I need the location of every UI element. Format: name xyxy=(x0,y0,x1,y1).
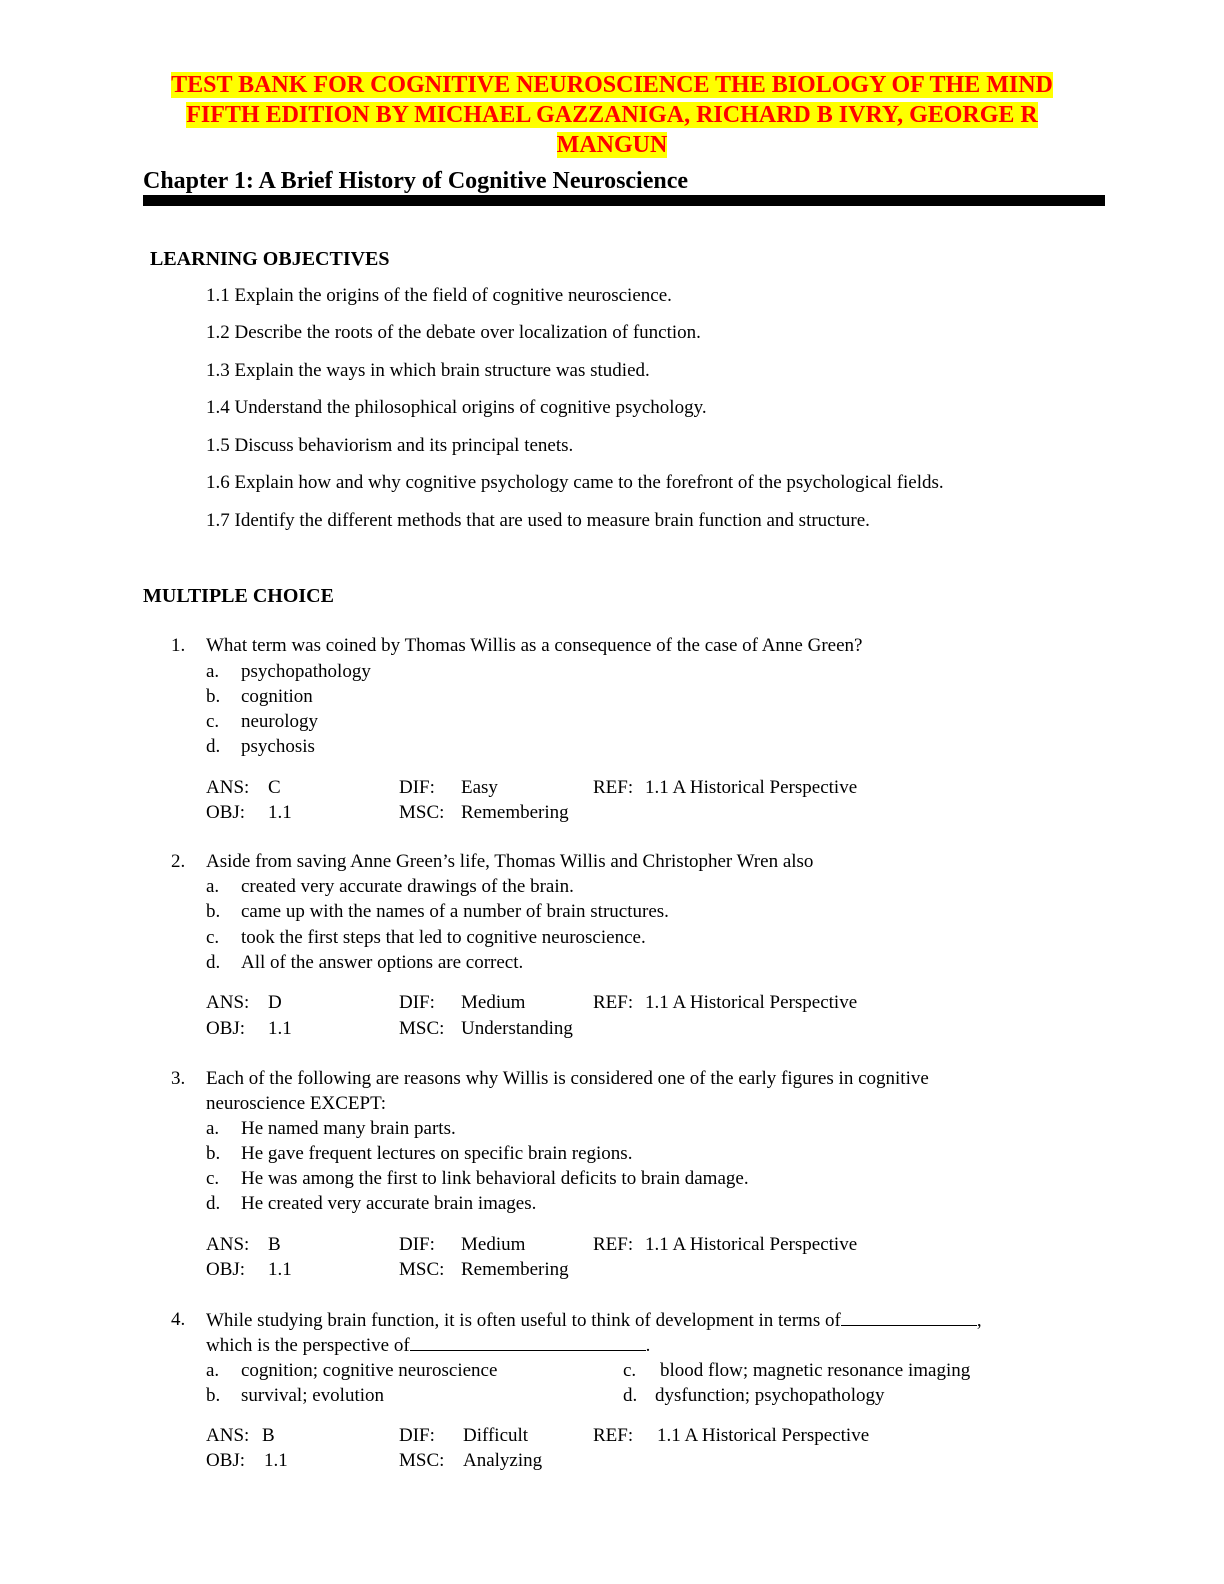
document-title xyxy=(140,70,1084,160)
option-text: psychopathology xyxy=(241,661,371,682)
answer-value: B xyxy=(268,1234,281,1255)
question-text xyxy=(206,1307,982,1333)
difficulty-label: DIF: xyxy=(399,1425,435,1446)
difficulty-label: DIF: xyxy=(399,1234,435,1255)
option-text: cognition xyxy=(241,686,313,707)
option-text: survival; evolution xyxy=(241,1385,385,1406)
option-text: took the first steps that led to cognitive neuroscience. xyxy=(241,927,646,948)
option-letter: d. xyxy=(206,1193,221,1214)
option-letter: d. xyxy=(206,952,221,973)
option-letter: c. xyxy=(206,711,220,732)
msc-value: Remembering xyxy=(461,802,569,823)
reference-value: 1.1 A Historical Perspective xyxy=(657,1425,870,1446)
option-text: He was among the first to link behavioral deficits to brain damage. xyxy=(241,1168,749,1189)
msc-value: Understanding xyxy=(461,1018,573,1039)
learning-objectives-heading: LEARNING OBJECTIVES xyxy=(150,248,390,270)
msc-label: MSC: xyxy=(399,1450,445,1471)
option-text: created very accurate drawings of the brain. xyxy=(241,876,574,897)
option-text: He gave frequent lectures on specific brain regions. xyxy=(241,1143,633,1164)
objective-1-2: 1.2 Describe the roots of the debate over localization of function. xyxy=(206,322,701,343)
msc-label: MSC: xyxy=(399,1259,445,1280)
objective-1-3: 1.3 Explain the ways in which brain structure was studied. xyxy=(206,360,650,381)
question-text-continued xyxy=(206,1332,650,1358)
chapter-heading: Chapter 1: A Brief History of Cognitive Neuroscience xyxy=(143,168,689,194)
reference-label: REF: xyxy=(593,992,634,1013)
question-text-part: While studying brain function, it is often useful to think of development in terms of xyxy=(206,1310,841,1331)
objective-1-1: 1.1 Explain the origins of the field of cognitive neuroscience. xyxy=(206,285,672,306)
answer-value: C xyxy=(268,777,281,798)
reference-value: 1.1 A Historical Perspective xyxy=(645,777,858,798)
question-text: Each of the following are reasons why Willis is considered one of the early figures in cognitive xyxy=(206,1068,929,1089)
multiple-choice-heading: MULTIPLE CHOICE xyxy=(143,585,334,607)
objective-1-7: 1.7 Identify the different methods that are used to measure brain function and structure. xyxy=(206,510,870,531)
answer-label: ANS: xyxy=(206,1425,250,1446)
difficulty-label: DIF: xyxy=(399,777,435,798)
objective-value: 1.1 xyxy=(268,1018,292,1039)
question-number: 4. xyxy=(171,1309,186,1330)
answer-value: D xyxy=(268,992,282,1013)
title-line-3: MANGUN xyxy=(556,132,668,158)
answer-blank-1 xyxy=(841,1307,977,1326)
title-line-2: FIFTH EDITION BY MICHAEL GAZZANIGA, RICHARD B IVRY, GEORGE R xyxy=(186,102,1038,128)
option-text: cognition; cognitive neuroscience xyxy=(241,1360,498,1381)
option-text: dysfunction; psychopathology xyxy=(655,1385,885,1406)
option-letter: a. xyxy=(206,661,220,682)
question-number: 1. xyxy=(171,635,186,656)
option-letter: c. xyxy=(206,1168,220,1189)
option-text: He created very accurate brain images. xyxy=(241,1193,537,1214)
objective-1-4: 1.4 Understand the philosophical origins of cognitive psychology. xyxy=(206,397,707,418)
option-letter: c. xyxy=(623,1360,637,1381)
objective-value: 1.1 xyxy=(268,802,292,823)
objective-label: OBJ: xyxy=(206,1259,246,1280)
option-letter: b. xyxy=(206,1385,221,1406)
msc-value: Analyzing xyxy=(463,1450,543,1471)
reference-label: REF: xyxy=(593,1234,634,1255)
msc-value: Remembering xyxy=(461,1259,569,1280)
answer-label: ANS: xyxy=(206,777,250,798)
option-letter: d. xyxy=(623,1385,638,1406)
difficulty-value: Medium xyxy=(461,1234,526,1255)
objective-value: 1.1 xyxy=(264,1450,288,1471)
objective-label: OBJ: xyxy=(206,1450,246,1471)
reference-value: 1.1 A Historical Perspective xyxy=(645,1234,858,1255)
question-text: Aside from saving Anne Green’s life, Thomas Willis and Christopher Wren also xyxy=(206,851,814,872)
answer-label: ANS: xyxy=(206,1234,250,1255)
question-text-continued: neuroscience EXCEPT: xyxy=(206,1093,387,1114)
difficulty-value: Medium xyxy=(461,992,526,1013)
difficulty-value: Difficult xyxy=(463,1425,529,1446)
option-letter: b. xyxy=(206,901,221,922)
reference-label: REF: xyxy=(593,1425,634,1446)
question-text: What term was coined by Thomas Willis as a consequence of the case of Anne Green? xyxy=(206,635,863,656)
objective-value: 1.1 xyxy=(268,1259,292,1280)
option-text: He named many brain parts. xyxy=(241,1118,456,1139)
option-letter: b. xyxy=(206,686,221,707)
option-letter: b. xyxy=(206,1143,221,1164)
objective-1-6: 1.6 Explain how and why cognitive psychology came to the forefront of the psychological fields. xyxy=(206,472,944,493)
option-letter: a. xyxy=(206,876,220,897)
option-letter: c. xyxy=(206,927,220,948)
question-text-punct: . xyxy=(645,1335,651,1356)
option-letter: a. xyxy=(206,1360,220,1381)
option-letter: a. xyxy=(206,1118,220,1139)
answer-blank-2 xyxy=(410,1332,646,1351)
question-number: 3. xyxy=(171,1068,186,1089)
option-text: psychosis xyxy=(241,736,315,757)
reference-label: REF: xyxy=(593,777,634,798)
msc-label: MSC: xyxy=(399,802,445,823)
difficulty-value: Easy xyxy=(461,777,498,798)
question-text-part: which is the perspective of xyxy=(206,1335,410,1356)
answer-value: B xyxy=(262,1425,275,1446)
msc-label: MSC: xyxy=(399,1018,445,1039)
option-text: came up with the names of a number of brain structures. xyxy=(241,901,669,922)
objective-1-5: 1.5 Discuss behaviorism and its principal tenets. xyxy=(206,435,574,456)
answer-label: ANS: xyxy=(206,992,250,1013)
chapter-divider xyxy=(143,195,1105,206)
option-text: neurology xyxy=(241,711,319,732)
question-number: 2. xyxy=(171,851,186,872)
option-text: blood flow; magnetic resonance imaging xyxy=(660,1360,971,1381)
option-letter: d. xyxy=(206,736,221,757)
objective-label: OBJ: xyxy=(206,802,246,823)
reference-value: 1.1 A Historical Perspective xyxy=(645,992,858,1013)
option-text: All of the answer options are correct. xyxy=(241,952,524,973)
objective-label: OBJ: xyxy=(206,1018,246,1039)
difficulty-label: DIF: xyxy=(399,992,435,1013)
title-line-1: TEST BANK FOR COGNITIVE NEUROSCIENCE THE BIOLOGY OF THE MIND xyxy=(171,72,1053,98)
question-text-punct: , xyxy=(976,1310,982,1331)
